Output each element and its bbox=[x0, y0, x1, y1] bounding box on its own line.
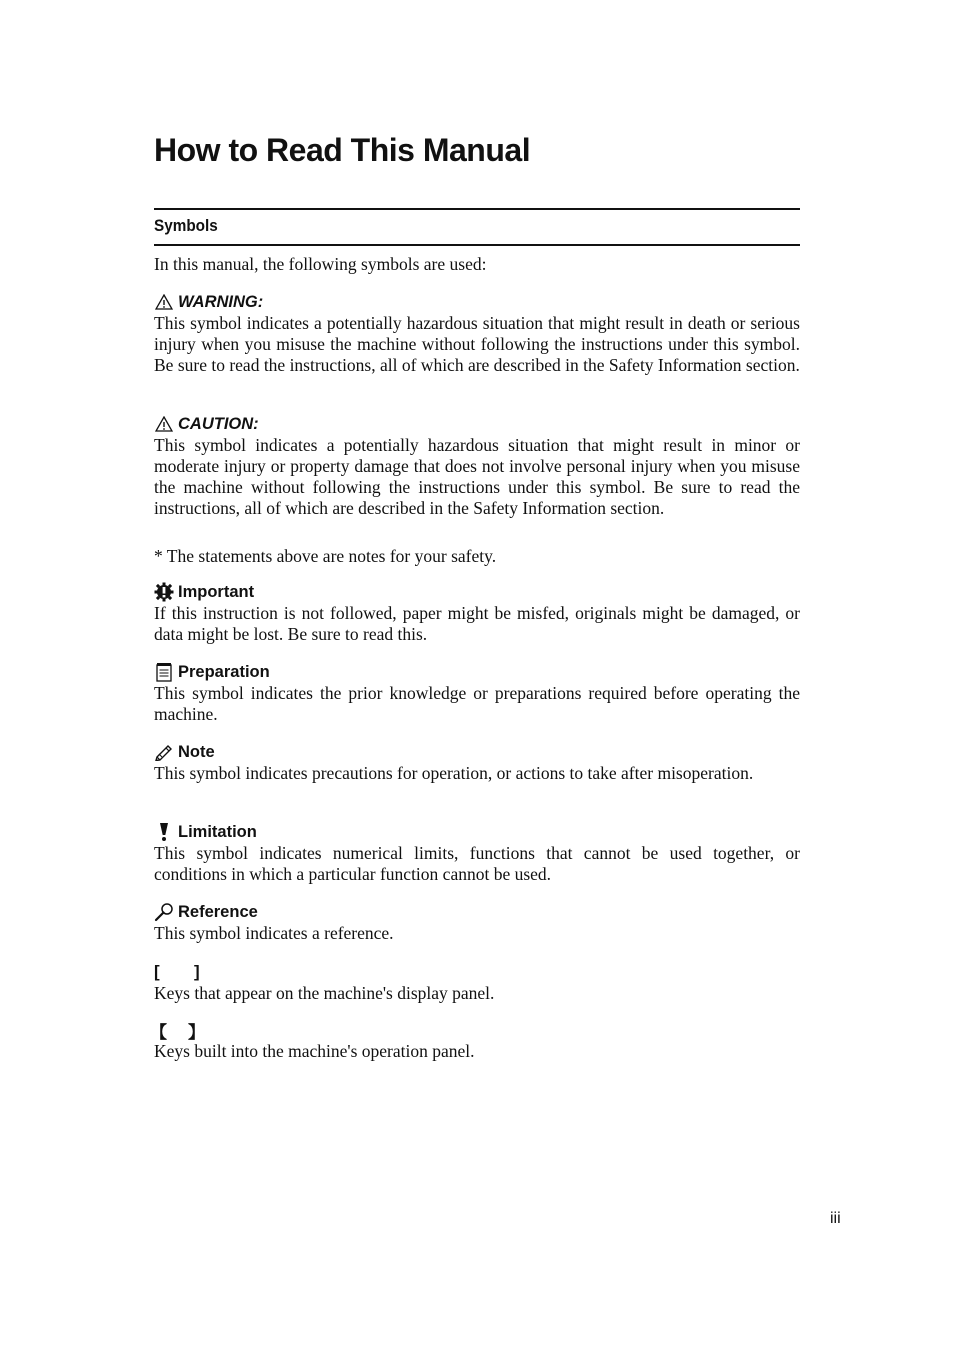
important-heading bbox=[154, 581, 800, 603]
important-gear-icon bbox=[154, 582, 174, 602]
limitation-exclamation-icon bbox=[154, 822, 174, 842]
page-title: How to Read This Manual bbox=[154, 132, 531, 168]
reference-heading bbox=[154, 901, 800, 923]
note-block bbox=[154, 741, 800, 784]
display-key-open-bracket: [ bbox=[154, 962, 160, 981]
caution-label: CAUTION: bbox=[178, 414, 259, 433]
intro-text: In this manual, the following symbols are used: bbox=[154, 254, 487, 274]
section-rule-top bbox=[154, 208, 800, 210]
caution-text: This symbol indicates a potentially hazardous situation that might result in minor or moderate injury or property damage that does not involve personal injury when you misuse the machine without following the instructions under this symbol. Be sure to read the instructions, all of which are described in the Safety Information section. bbox=[154, 435, 800, 518]
reference-block bbox=[154, 901, 800, 944]
section-heading: Symbols bbox=[154, 216, 218, 235]
safety-note-text: * The statements above are notes for your safety. bbox=[154, 546, 497, 566]
preparation-text: This symbol indicates the prior knowledge or preparations required before operating the machine. bbox=[154, 683, 800, 724]
limitation-block bbox=[154, 821, 800, 885]
warning-heading bbox=[154, 291, 800, 313]
operation-keys-block bbox=[150, 1019, 800, 1062]
operation-keys-brackets bbox=[150, 1019, 800, 1042]
preparation-notepad-icon bbox=[154, 662, 174, 682]
operation-key-close-bracket: 】 bbox=[188, 1022, 205, 1042]
preparation-label: Preparation bbox=[178, 662, 270, 681]
caution-heading bbox=[154, 413, 800, 435]
note-text: This symbol indicates precautions for operation, or actions to take after misoperation. bbox=[154, 763, 754, 783]
reference-label: Reference bbox=[178, 902, 258, 921]
important-block bbox=[154, 581, 800, 645]
important-text: If this instruction is not followed, paper might be misfed, originals might be damaged, or data might be lost. Be sure to read this. bbox=[154, 603, 800, 644]
warning-text: This symbol indicates a potentially hazardous situation that might result in death or serious injury when you misuse the machine without following the instructions under this symbol. Be sure to read the instructions, all of which are described in the Safety Information section. bbox=[154, 313, 800, 375]
warning-triangle-icon bbox=[154, 292, 174, 312]
caution-block bbox=[154, 413, 800, 519]
display-keys-block bbox=[154, 961, 800, 1004]
operation-keys-text: Keys built into the machine's operation panel. bbox=[154, 1041, 475, 1061]
operation-key-open-bracket: 【 bbox=[150, 1022, 167, 1042]
preparation-heading bbox=[154, 661, 800, 683]
note-pencil-icon bbox=[154, 742, 174, 762]
safety-note-block bbox=[154, 546, 800, 567]
warning-label: WARNING: bbox=[178, 292, 264, 311]
page-number: iii bbox=[830, 1210, 841, 1227]
preparation-block bbox=[154, 661, 800, 725]
important-label: Important bbox=[178, 582, 255, 601]
warning-block bbox=[154, 291, 800, 376]
display-keys-brackets bbox=[154, 961, 800, 983]
limitation-heading bbox=[154, 821, 800, 843]
caution-triangle-icon bbox=[154, 414, 174, 434]
display-key-close-bracket: ] bbox=[194, 962, 200, 981]
reference-text: This symbol indicates a reference. bbox=[154, 923, 394, 943]
intro-block bbox=[154, 254, 800, 275]
section-rule-bottom bbox=[154, 244, 800, 246]
note-label: Note bbox=[178, 742, 215, 761]
limitation-label: Limitation bbox=[178, 822, 257, 841]
limitation-text: This symbol indicates numerical limits, functions that cannot be used together, or conditions in which a particular function cannot be used. bbox=[154, 843, 800, 884]
note-heading bbox=[154, 741, 800, 763]
display-keys-text: Keys that appear on the machine's display panel. bbox=[154, 983, 495, 1003]
reference-magnifier-icon bbox=[154, 902, 174, 922]
